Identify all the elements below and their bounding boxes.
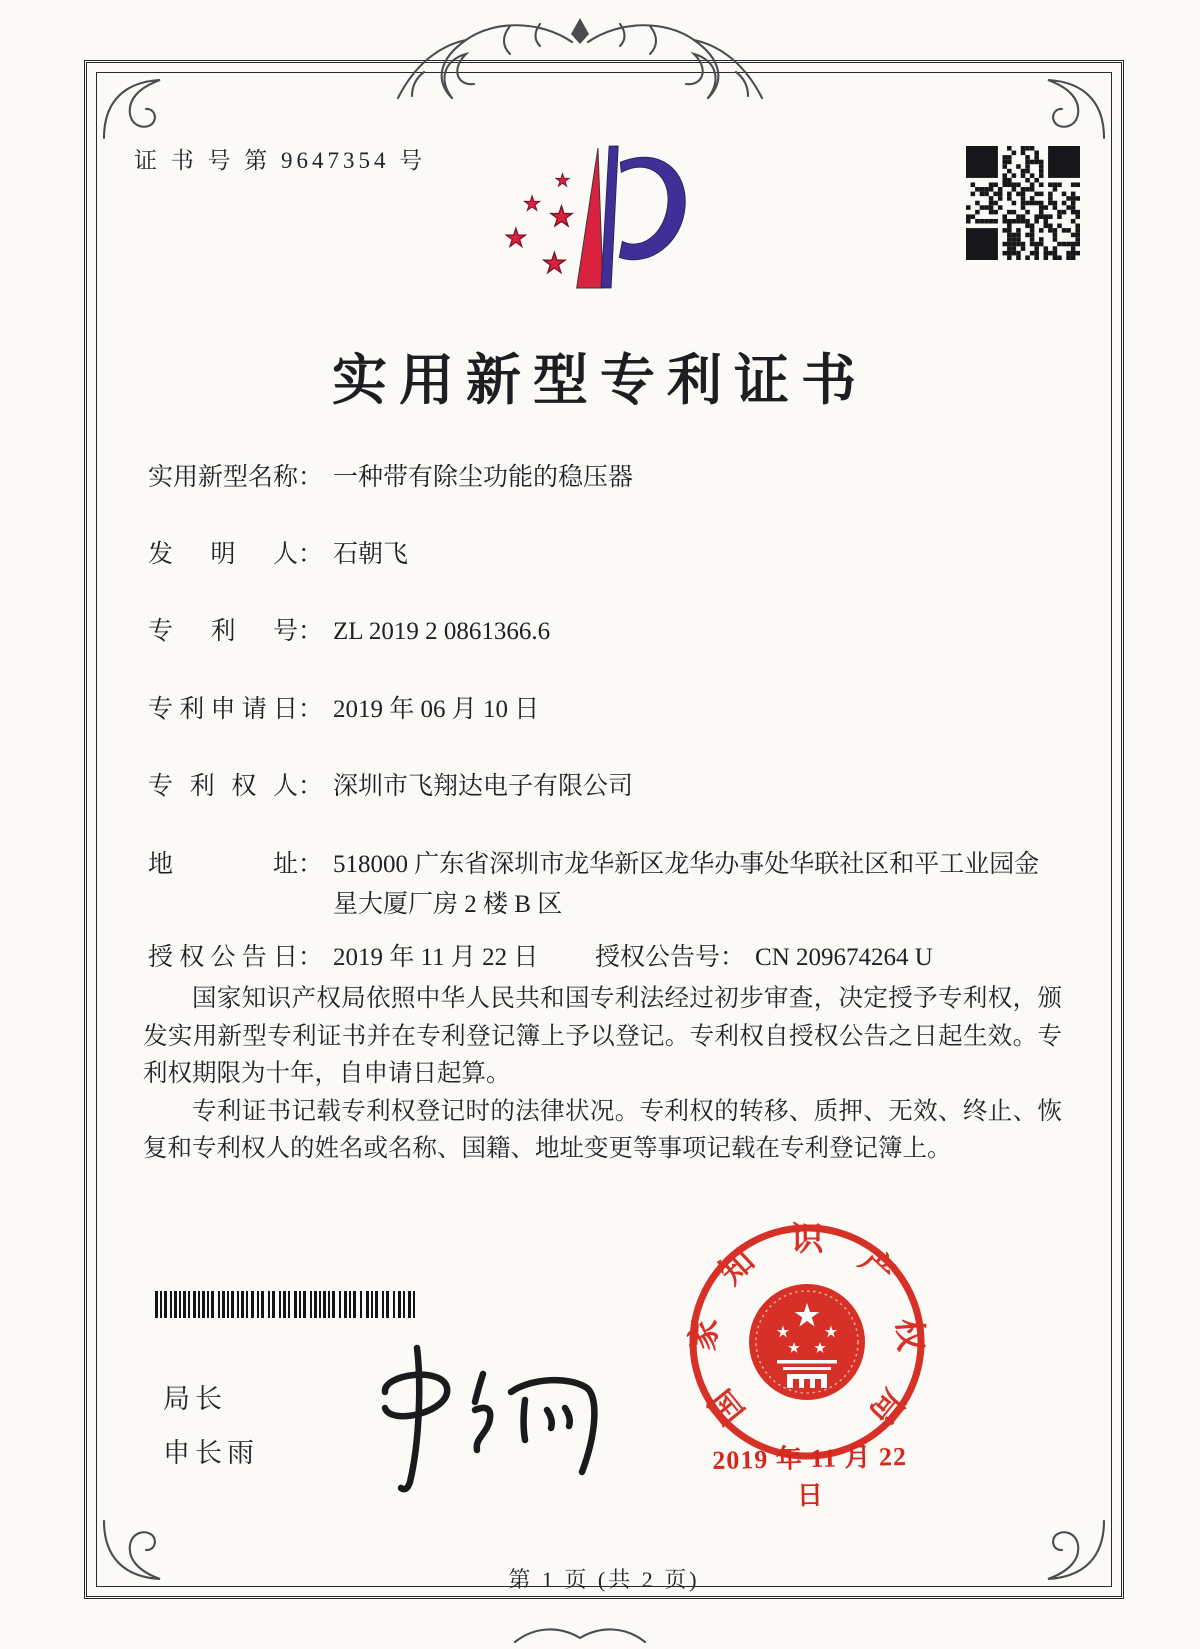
ornament-bottom-partial [505, 1622, 655, 1646]
svg-text:产: 产 [852, 1242, 901, 1292]
field-label: 专利申请日 [148, 696, 298, 723]
corner-ornament-top-right [1040, 74, 1110, 144]
commissioner-title: 局长 [163, 1384, 227, 1414]
svg-text:权: 权 [889, 1317, 928, 1353]
field-value: 深圳市飞翔达电子有限公司 [333, 773, 634, 800]
field-label: 专利号 [148, 618, 298, 645]
qr-code [966, 146, 1080, 260]
field-row-address: 地址 ： 518000 广东省深圳市龙华新区龙华办事处华联社区和平工业园金星大厦厂房 2 楼 B 区 [148, 845, 1050, 925]
svg-text:知: 知 [713, 1242, 762, 1292]
field-label: 专利权人 [148, 773, 298, 800]
legal-paragraph-1: 国家知识产权局依照中华人民共和国专利法经过初步审查，决定授予专利权，颁发实用新型专利证书并在专利登记簿上予以登记。专利权自授权公告之日起生效。专利权期限为十年，自申请日起算。 [143, 985, 1062, 1087]
field-value: 2019 年 06 月 10 日 [333, 696, 540, 723]
dragon-ornament-top [390, 14, 770, 108]
cnipa-logo-icon [495, 140, 707, 292]
field-value: 518000 广东省深圳市龙华新区龙华办事处华联社区和平工业园金星大厦厂房 2 楼 B 区 [333, 851, 1040, 918]
document-title: 实用新型专利证书 [331, 350, 868, 411]
field-row-patent-no: 专利号 ： ZL 2019 2 0861366.6 [148, 612, 1050, 652]
commissioner-signature [325, 1330, 615, 1505]
page-number: 第 1 页 (共 2 页) [508, 1567, 700, 1592]
field-value: 一种带有除尘功能的稳压器 [333, 464, 634, 491]
field-label: 发明人 [148, 541, 298, 568]
svg-text:局: 局 [861, 1382, 911, 1431]
field-value: ZL 2019 2 0861366.6 [333, 618, 551, 645]
field-label: 授权公告日 [148, 944, 298, 971]
seal-emblem [749, 1284, 865, 1400]
field-row-name: 实用新型名称 ： 一种带有除尘功能的稳压器 [148, 458, 1050, 498]
field-value: 石朝飞 [333, 541, 409, 568]
grant-number-value: CN 209674264 U [755, 944, 933, 971]
seal-date: 2019 年 11 月 22 日 [712, 1441, 908, 1511]
official-seal [682, 1217, 932, 1467]
field-row-filing-date: 专利申请日 ： 2019 年 06 月 10 日 [148, 690, 1050, 730]
field-label: 实用新型名称 [148, 464, 299, 491]
svg-text:识: 识 [790, 1222, 824, 1258]
commissioner-name: 申长雨 [163, 1438, 259, 1468]
field-label: 地址 [148, 851, 298, 878]
field-row-grant: 授权公告日 ： 2019 年 11 月 22 日 授权公告号 ： CN 209674264 U [148, 938, 1050, 978]
legal-paragraph-2: 专利证书记载专利权登记时的法律状况。专利权的转移、质押、无效、终止、恢复和专利权人的姓名或名称、国籍、地址变更等事项记载在专利登记簿上。 [143, 1097, 1062, 1162]
field-row-inventor: 发明人 ： 石朝飞 [148, 535, 1050, 575]
grant-number-group: 授权公告号 ： CN 209674264 U [595, 938, 933, 978]
svg-text:国: 国 [703, 1382, 753, 1431]
barcode [155, 1291, 421, 1318]
grant-date-value: 2019 年 11 月 22 日 [333, 944, 539, 971]
legal-text-block [143, 980, 1062, 1168]
field-label: 授权公告号 [595, 944, 721, 971]
field-row-patentee: 专利权人 ： 深圳市飞翔达电子有限公司 [148, 767, 1050, 807]
corner-ornament-top-left [98, 74, 168, 144]
svg-text:家: 家 [686, 1317, 725, 1353]
certificate-number: 证 书 号 第 9647354 号 [134, 148, 427, 173]
